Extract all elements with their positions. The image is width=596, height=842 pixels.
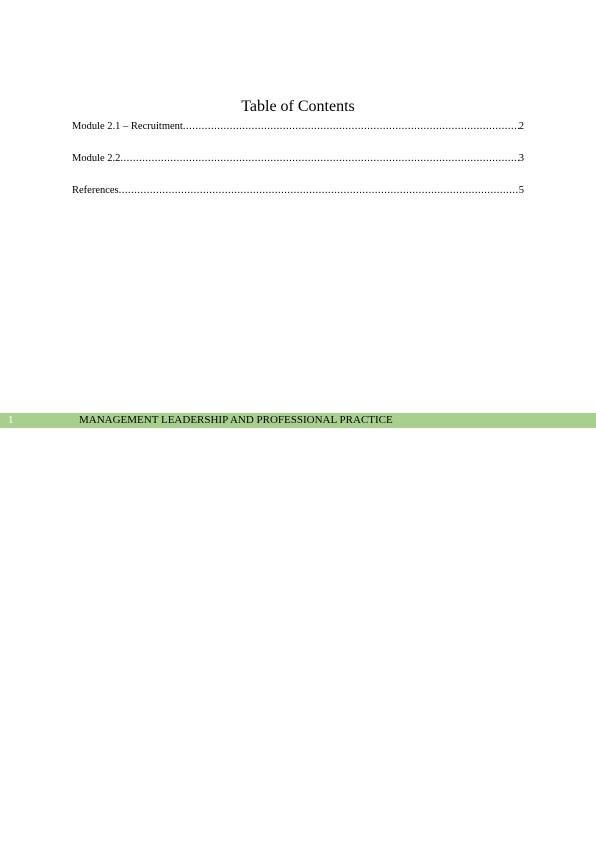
toc-entry-label: Module 2.2 — [72, 153, 121, 164]
toc-list — [72, 120, 524, 198]
toc-entry-references[interactable] — [72, 184, 524, 198]
toc-entry-page: 2 — [518, 121, 524, 132]
toc-title: Table of Contents — [241, 98, 355, 115]
running-header-band — [0, 413, 596, 428]
running-title: MANAGEMENT LEADERSHIP AND PROFESSIONAL PRACTICE — [79, 414, 393, 426]
toc-dot-leader — [183, 120, 519, 134]
toc-dot-leader — [120, 152, 518, 166]
toc-entry-page: 5 — [518, 185, 524, 196]
toc-entry-module-2-1[interactable] — [72, 120, 524, 134]
toc-entry-page: 3 — [518, 153, 524, 164]
toc-entry-label: Module 2.1 – Recruitment — [72, 121, 183, 132]
toc-dot-leader — [119, 184, 519, 198]
toc-entry-label: References — [72, 185, 119, 196]
toc-entry-module-2-2[interactable] — [72, 152, 524, 166]
page-number: 1 — [8, 414, 14, 426]
